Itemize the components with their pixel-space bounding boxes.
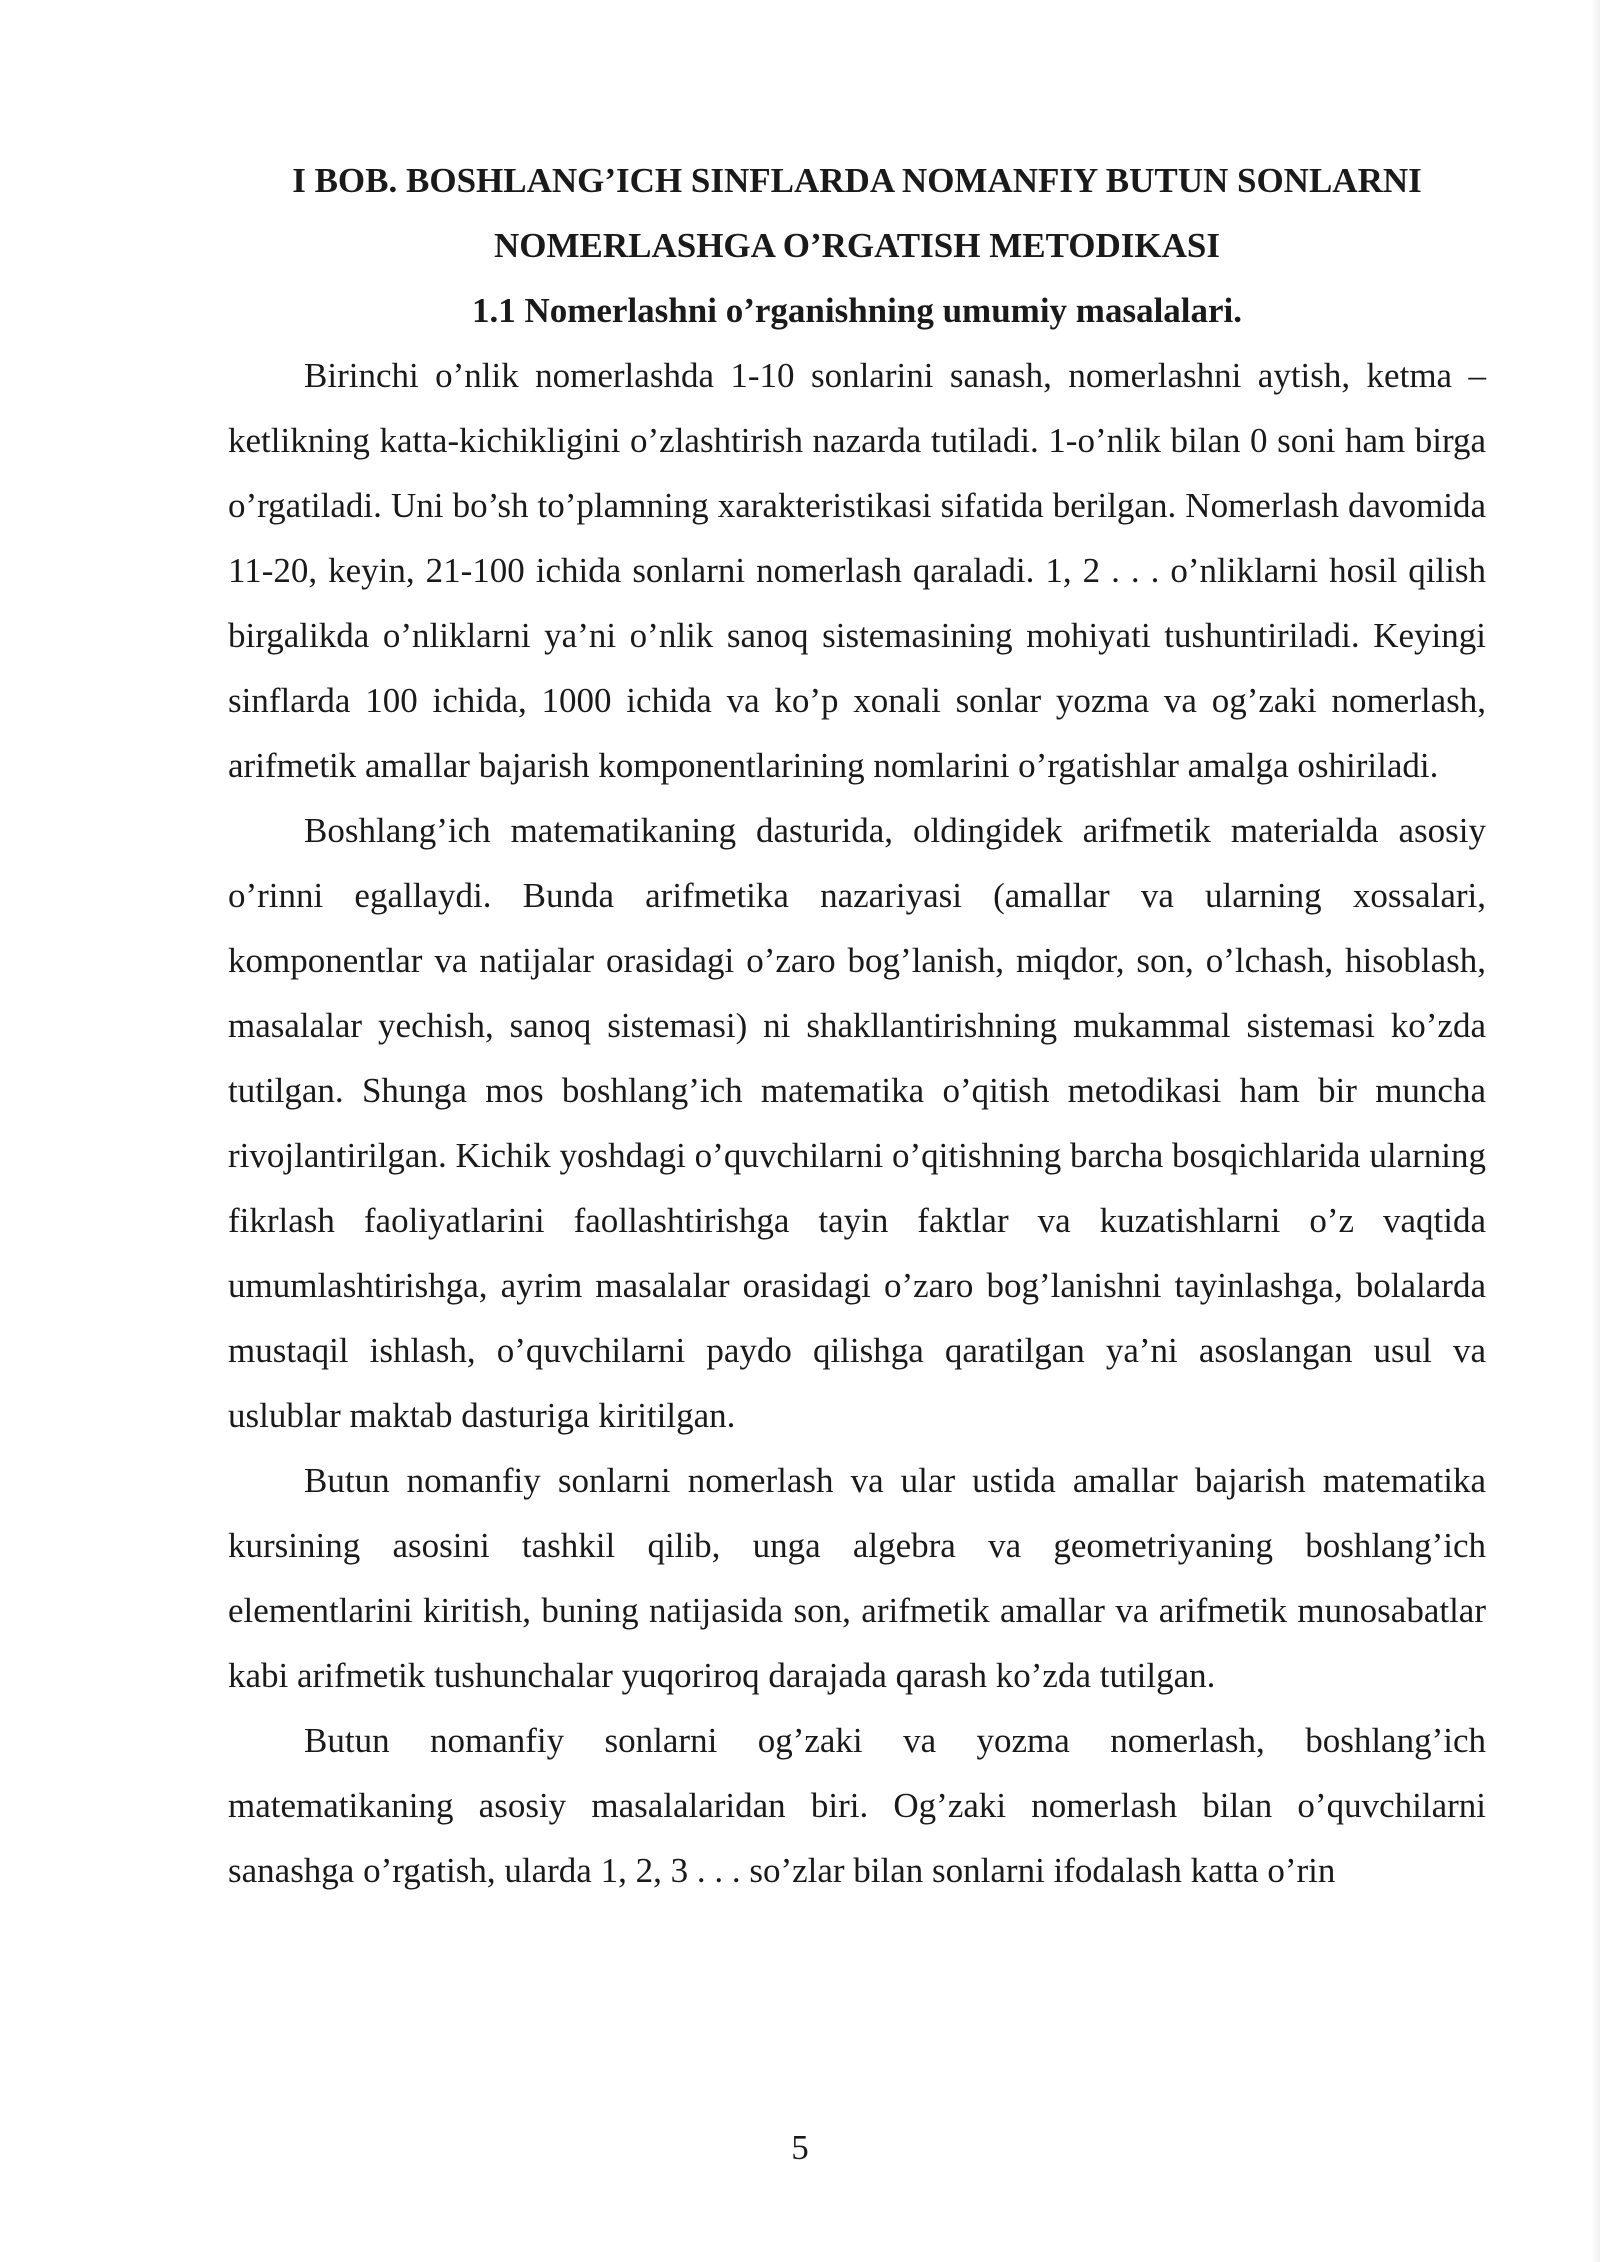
paragraph-2: Boshlang’ich matematikaning dasturida, oldingidek arifmetik materialda asosiy o’rinni egallaydi. Bunda arifmetika nazariyasi (amallar va ularning xossalari, komponentlar va natijalar orasidagi o’zaro bog’lanish, miqdor, son, o’lchash, hisoblash, masalalar yechish, sanoq sistemasi) ni shakllantirishning mukammal sistemasi ko’zda tutilgan. Shunga mos boshlang’ich matematika o’qitish metodikasi ham bir muncha rivojlantirilgan. Kichik yoshdagi o’quvchilarni o’qitishning barcha bosqichlarida ularning fikrlash faoliyatlarini faollashtirishga tayin faktlar va kuzatishlarni o’z vaqtida umumlashtirishga, ayrim masalalar orasidagi o’zaro bog’lanishni tayinlashga, bolalarda mustaqil ishlash, o’quvchilarni paydo qilishga qaratilgan ya’ni asoslangan usul va uslublar maktab dasturiga kiritilgan. [228,811,1486,1435]
page-number: 5 [791,2128,809,2167]
page-edge-shadow [1590,0,1600,2262]
paragraph-3: Butun nomanfiy sonlarni nomerlash va ular ustida amallar bajarish matematika kursining asosini tashkil qilib, unga algebra va geometriyaning boshlang’ich elementlarini kiritish, buning natijasida son, arifmetik amallar va arifmetik munosabatlar kabi arifmetik tushunchalar yuqoriroq darajada qarash ko’zda tutilgan. [228,1461,1486,1695]
chapter-title-line-1: I BOB. BOSHLANG’ICH SINFLARDA NOMANFIY BUTUN SONLARNI [292,161,1422,200]
chapter-title-line-2: NOMERLASHGA O’RGATISH METODIKASI [493,226,1221,265]
section-title: 1.1 Nomerlashni o’rganishning umumiy masalalari. [471,291,1243,330]
page-content [228,148,1486,1903]
paragraph-4: Butun nomanfiy sonlarni og’zaki va yozma nomerlash, boshlang’ich matematikaning asosiy masalalaridan biri. Og’zaki nomerlash bilan o’quvchilarni sanashga o’rgatish, ularda 1, 2, 3 . . . so’zlar bilan sonlarni ifodalash katta o’rin [228,1721,1486,1890]
paragraph-1: Birinchi o’nlik nomerlashda 1-10 sonlarini sanash, nomerlashni aytish, ketma – ketlikning katta-kichikligini o’zlashtirish nazarda tutiladi. 1-o’nlik bilan 0 soni ham birga o’rgatiladi. Uni bo’sh to’plamning xarakteristikasi sifatida berilgan. Nomerlash davomida 11-20, keyin, 21-100 ichida sonlarni nomerlash qaraladi. 1, 2 . . . o’nliklarni hosil qilish birgalikda o’nliklarni ya’ni o’nlik sanoq sistemasining mohiyati tushuntiriladi. Keyingi sinflarda 100 ichida, 1000 ichida va ko’p xonali sonlar yozma va og’zaki nomerlash, arifmetik amallar bajarish komponentlarining nomlarini o’rgatishlar amalga oshiriladi. [228,356,1486,785]
